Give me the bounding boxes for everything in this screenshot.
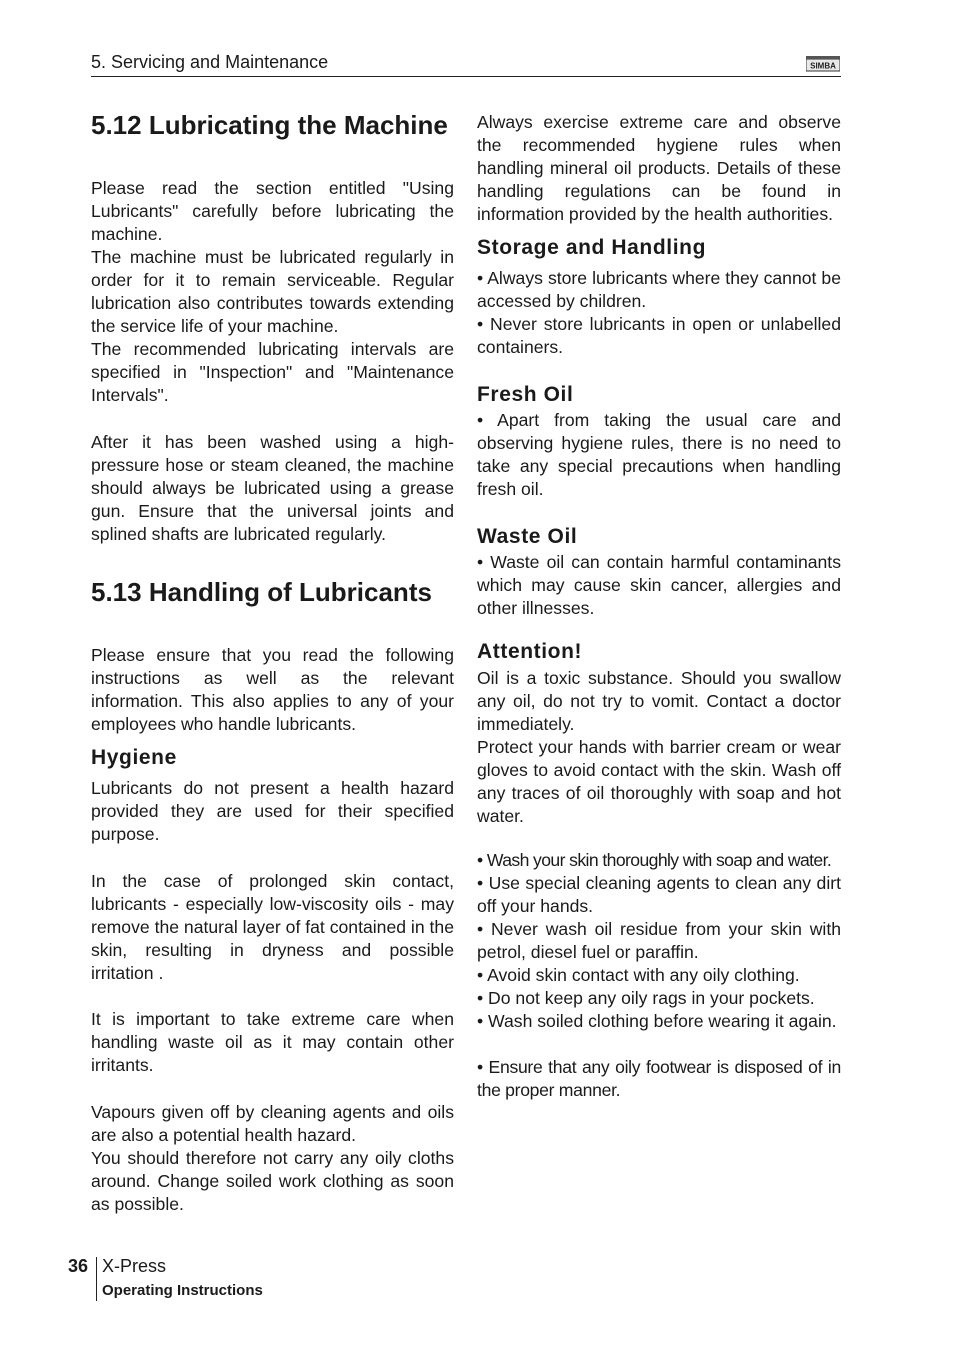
paragraph: Lubricants do not present a health hazard provided they are used for their specified purpose. [91,778,454,844]
paragraph: Please ensure that you read the following instructions as well as the relevant information. This also applies to any of your employees who handle lubricants. [91,645,454,734]
svg-text:SIMBA: SIMBA [810,61,836,71]
subheading-hygiene: Hygiene [91,746,177,769]
bullet-item: • Wash your skin thoroughly with soap and water. [477,850,832,870]
subheading-attention: Attention! [477,640,583,663]
bullet-item: • Waste oil can contain harmful contaminants which may cause skin cancer, allergies and other illnesses. [477,552,841,618]
section-heading-5-12: 5.12 Lubricating the Machine [91,110,448,140]
bullet-item: • Never store lubricants in open or unlabelled containers. [477,314,841,357]
subheading-fresh-oil: Fresh Oil [477,383,574,406]
bullet-item: • Avoid skin contact with any oily clothing. [477,965,800,985]
paragraph: The machine must be lubricated regularly in order for it to remain serviceable. Regular lubrication also contributes towards extending the service life of your machine. [91,247,454,336]
paragraph: After it has been washed using a high-pressure hose or steam cleaned, the machine should always be lubricated using a grease gun. Ensure that the universal joints and splined shafts are lubricated regularly. [91,432,454,544]
paragraph: Please read the section entitled "Using Lubricants" carefully before lubricating the machine. [91,178,454,244]
paragraph: You should therefore not carry any oily cloths around. Change soiled work clothing as soon as possible. [91,1148,454,1214]
subheading-waste-oil: Waste Oil [477,525,578,548]
simba-logo-icon [806,56,840,73]
footer-title: X-Press [102,1256,167,1276]
footer-rule [96,1257,97,1301]
bullet-item: • Apart from taking the usual care and observing hygiene rules, there is no need to take any special precautions when handling fresh oil. [477,410,841,499]
paragraph: Always exercise extreme care and observe the recommended hygiene rules when handling mineral oil products. Details of these handling regulations can be found in information provided by the health authorities. [477,112,841,224]
page-number: 36 [68,1256,89,1276]
subheading-storage: Storage and Handling [477,236,707,259]
bullet-item: • Never wash oil residue from your skin with petrol, diesel fuel or paraffin. [477,919,841,962]
bullet-item: • Do not keep any oily rags in your pockets. [477,988,815,1008]
section-heading-5-13: 5.13 Handling of Lubricants [91,577,432,607]
paragraph: Protect your hands with barrier cream or wear gloves to avoid contact with the skin. Wash off any traces of oil thoroughly with soap and hot water. [477,737,841,826]
bullet-item: • Wash soiled clothing before wearing it again. [477,1011,837,1031]
paragraph: Oil is a toxic substance. Should you swallow any oil, do not try to vomit. Contact a doctor immediately. [477,668,841,734]
bullet-item: • Always store lubricants where they cannot be accessed by children. [477,268,841,311]
paragraph: The recommended lubricating intervals are specified in "Inspection" and "Maintenance Intervals". [91,339,454,405]
paragraph: Vapours given off by cleaning agents and oils are also a potential health hazard. [91,1102,454,1145]
running-header: 5. Servicing and Maintenance [91,52,329,72]
bullet-item: • Use special cleaning agents to clean any dirt off your hands. [477,873,841,916]
paragraph: It is important to take extreme care when handling waste oil as it may contain other irritants. [91,1009,454,1075]
footer-subtitle: Operating Instructions [102,1282,263,1299]
header-rule [91,76,841,77]
paragraph: In the case of prolonged skin contact, lubricants - especially low-viscosity oils - may remove the natural layer of fat contained in the skin, resulting in dryness and possible irritation . [91,871,454,983]
bullet-item: • Ensure that any oily footwear is disposed of in the proper manner. [477,1057,841,1100]
